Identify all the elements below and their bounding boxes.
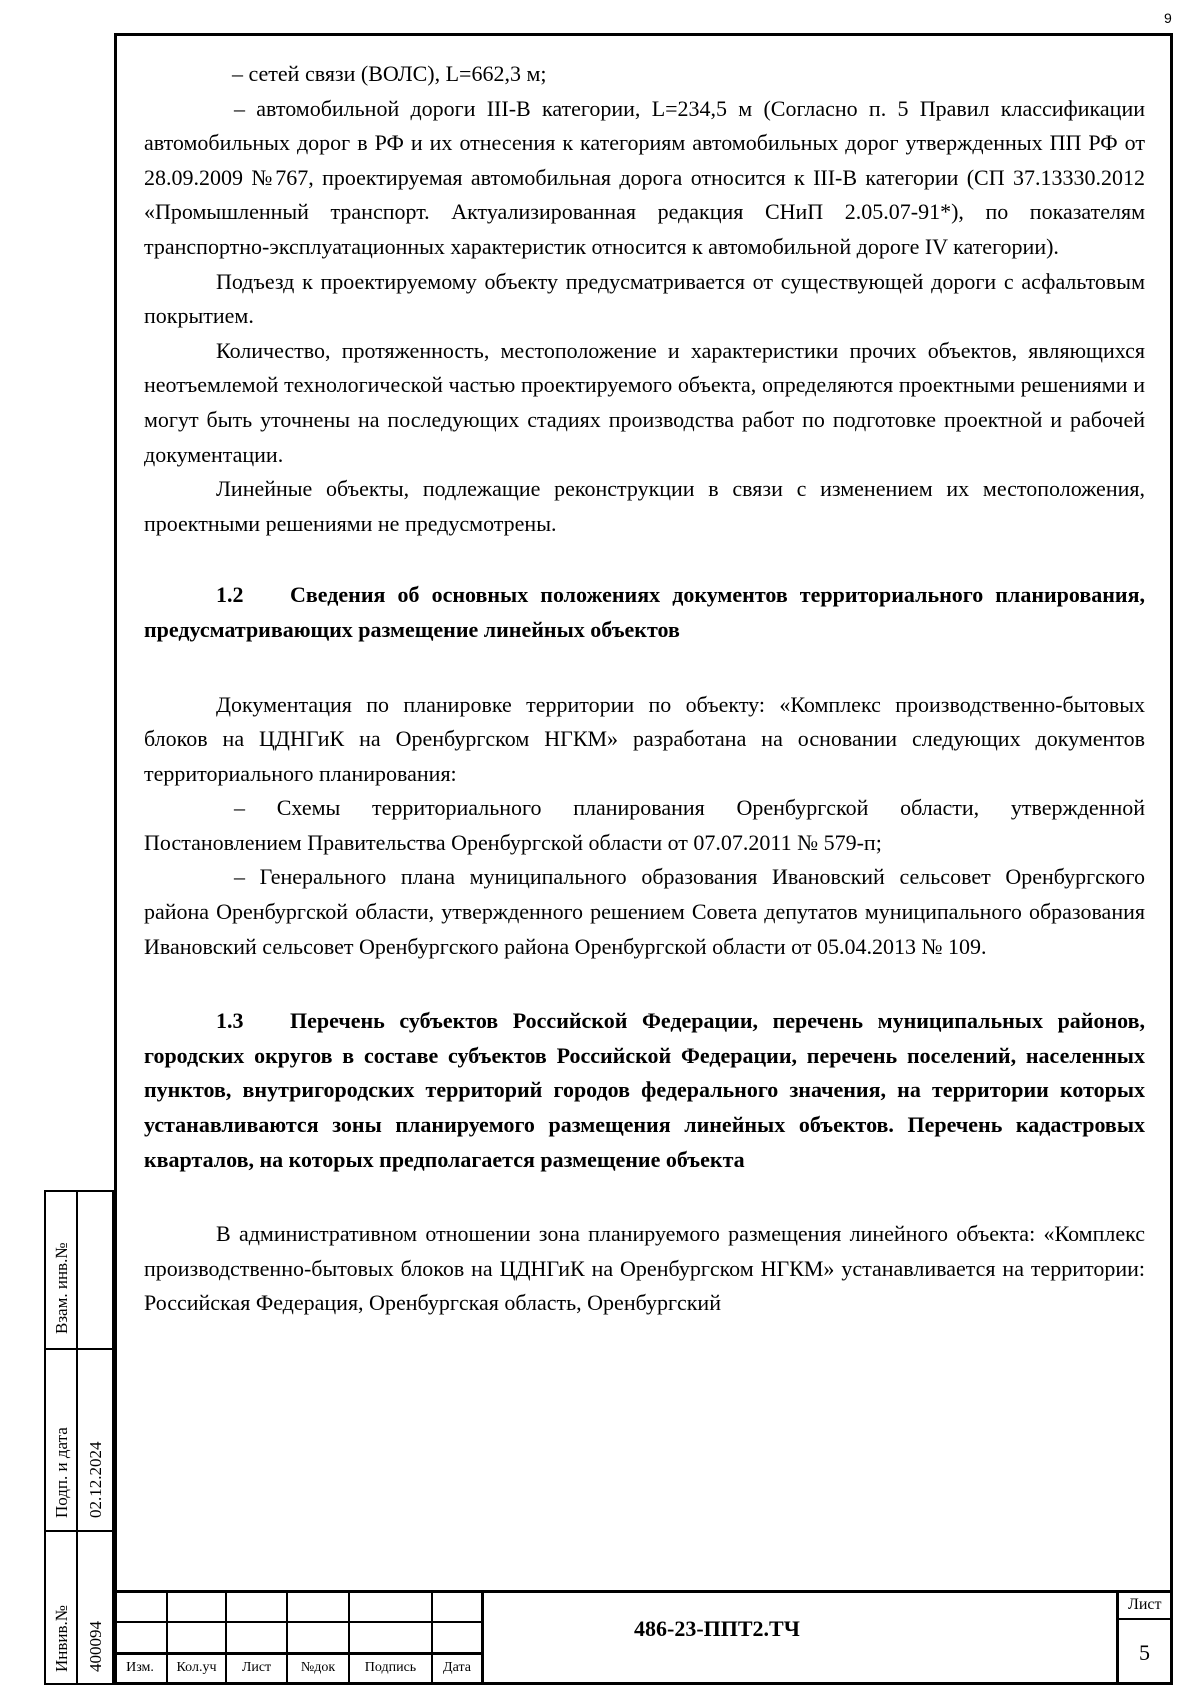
stamp-inv [44,1530,114,1685]
stamp-podp-label: Подп. и дата [52,1427,71,1518]
heading-1-2 [144,578,1145,647]
col-kolch: Кол.уч [176,1660,217,1675]
col-ndok: №док [300,1660,336,1675]
heading-1-2-number: 1.2 [216,582,244,608]
title-block [114,1590,1173,1685]
sheet-label: Лист [1128,1596,1162,1613]
col-list: Лист [241,1660,272,1675]
document-code: 486-23-ППТ2.ТЧ [634,1616,800,1641]
sheet-number: 5 [1139,1640,1150,1665]
side-stamp [44,1190,114,1685]
paragraph-documentation: Документация по планировке территории по объекту: «Комплекс производственно-бытовых блоков на ЦДНГиК на Оренбургском НГКМ» разработана на основании следующих документов территориального планирования: [144,691,1145,786]
stamp-vzam-label: Взам. инв.№ [52,1242,71,1334]
col-data: Дата [443,1660,471,1675]
paragraph-general-plan: – Генерального плана муниципального образования Ивановский сельсовет Оренбургского района Оренбургской области, утвержденного решением Совета депутатов муниципального образования Ивановский сельсовет Оренбургского района Оренбургской области от 05.04.2013 № 109. [144,864,1145,959]
document-body [144,57,1145,1321]
heading-1-2-text: Сведения об основных положениях документов территориального планирования, предусматривающих размещение линейных объектов [144,582,1145,642]
stamp-inv-value: 400094 [86,1621,105,1672]
col-izm: Изм. [126,1660,154,1675]
paragraph-reconstruction: Линейные объекты, подлежащие реконструкции в связи с изменением их местоположения, проектными решениями не предусмотрены. [144,476,1145,536]
stamp-inv-label: Инвив.№ [52,1605,71,1672]
paragraph-other-objects: Количество, протяженность, местоположение и характеристики прочих объектов, являющихся неотъемлемой технологической частью проектируемого объекта, определяются проектными решениями и могут быть уточнены на последующих стадиях производства работ по подготовке проектной и рабочей документации. [144,337,1145,467]
paragraph-administrative: В административном отношении зона планируемого размещения линейного объекта: «Комплекс производственно-бытовых блоков на ЦДНГиК на Оренбургском НГКМ» устанавливается на территории: Российская Федерация, Оренбургская область, Оренбургский [144,1221,1145,1316]
paragraph-access: Подъезд к проектируемому объекту предусматривается от существующей дороги с асфальтовым покрытием. [144,268,1145,329]
paragraph-scheme: – Схемы территориального планирования Оренбургской области, утвержденной Постановлением Правительства Оренбургской области от 07.07.2011 № 579-п; [144,795,1145,855]
paragraph-comm-networks: – сетей связи (ВОЛС), L=662,3 м; [232,61,547,86]
stamp-podp [44,1348,114,1532]
paragraph-road: – автомобильной дороги III-В категории, L=234,5 м (Согласно п. 5 Правил классификации автомобильных дорог в РФ и их отнесения к категориям автомобильных дорог утвержденных ПП РФ от 28.09.2009 №767, проектируемая автомобильная дорога относится к III-В категории (СП 37.13330.2012 «Промышленный транспорт. Актуализированная редакция СНиП 2.05.07-91*), по показателям транспортно-эксплуатационных характеристик относится к автомобильной дороге IV категории). [144,95,1145,259]
heading-1-3-text: Перечень субъектов Российской Федерации, перечень муниципальных районов, городских округов в составе субъектов Российской Федерации, перечень поселений, населенных пунктов, внутригородских территорий городов федерального значения, на территории которых устанавливаются зоны планируемого размещения линейных объектов. Перечень кадастровых кварталов, на которых предполагается размещение объекта [144,1008,1145,1172]
col-podpis: Подпись [364,1660,417,1675]
stamp-podp-value: 02.12.2024 [86,1441,105,1518]
stamp-vzam [44,1190,114,1350]
heading-1-3-number: 1.3 [216,1008,244,1034]
page-number: 9 [1164,10,1172,26]
heading-1-3 [144,1004,1145,1177]
